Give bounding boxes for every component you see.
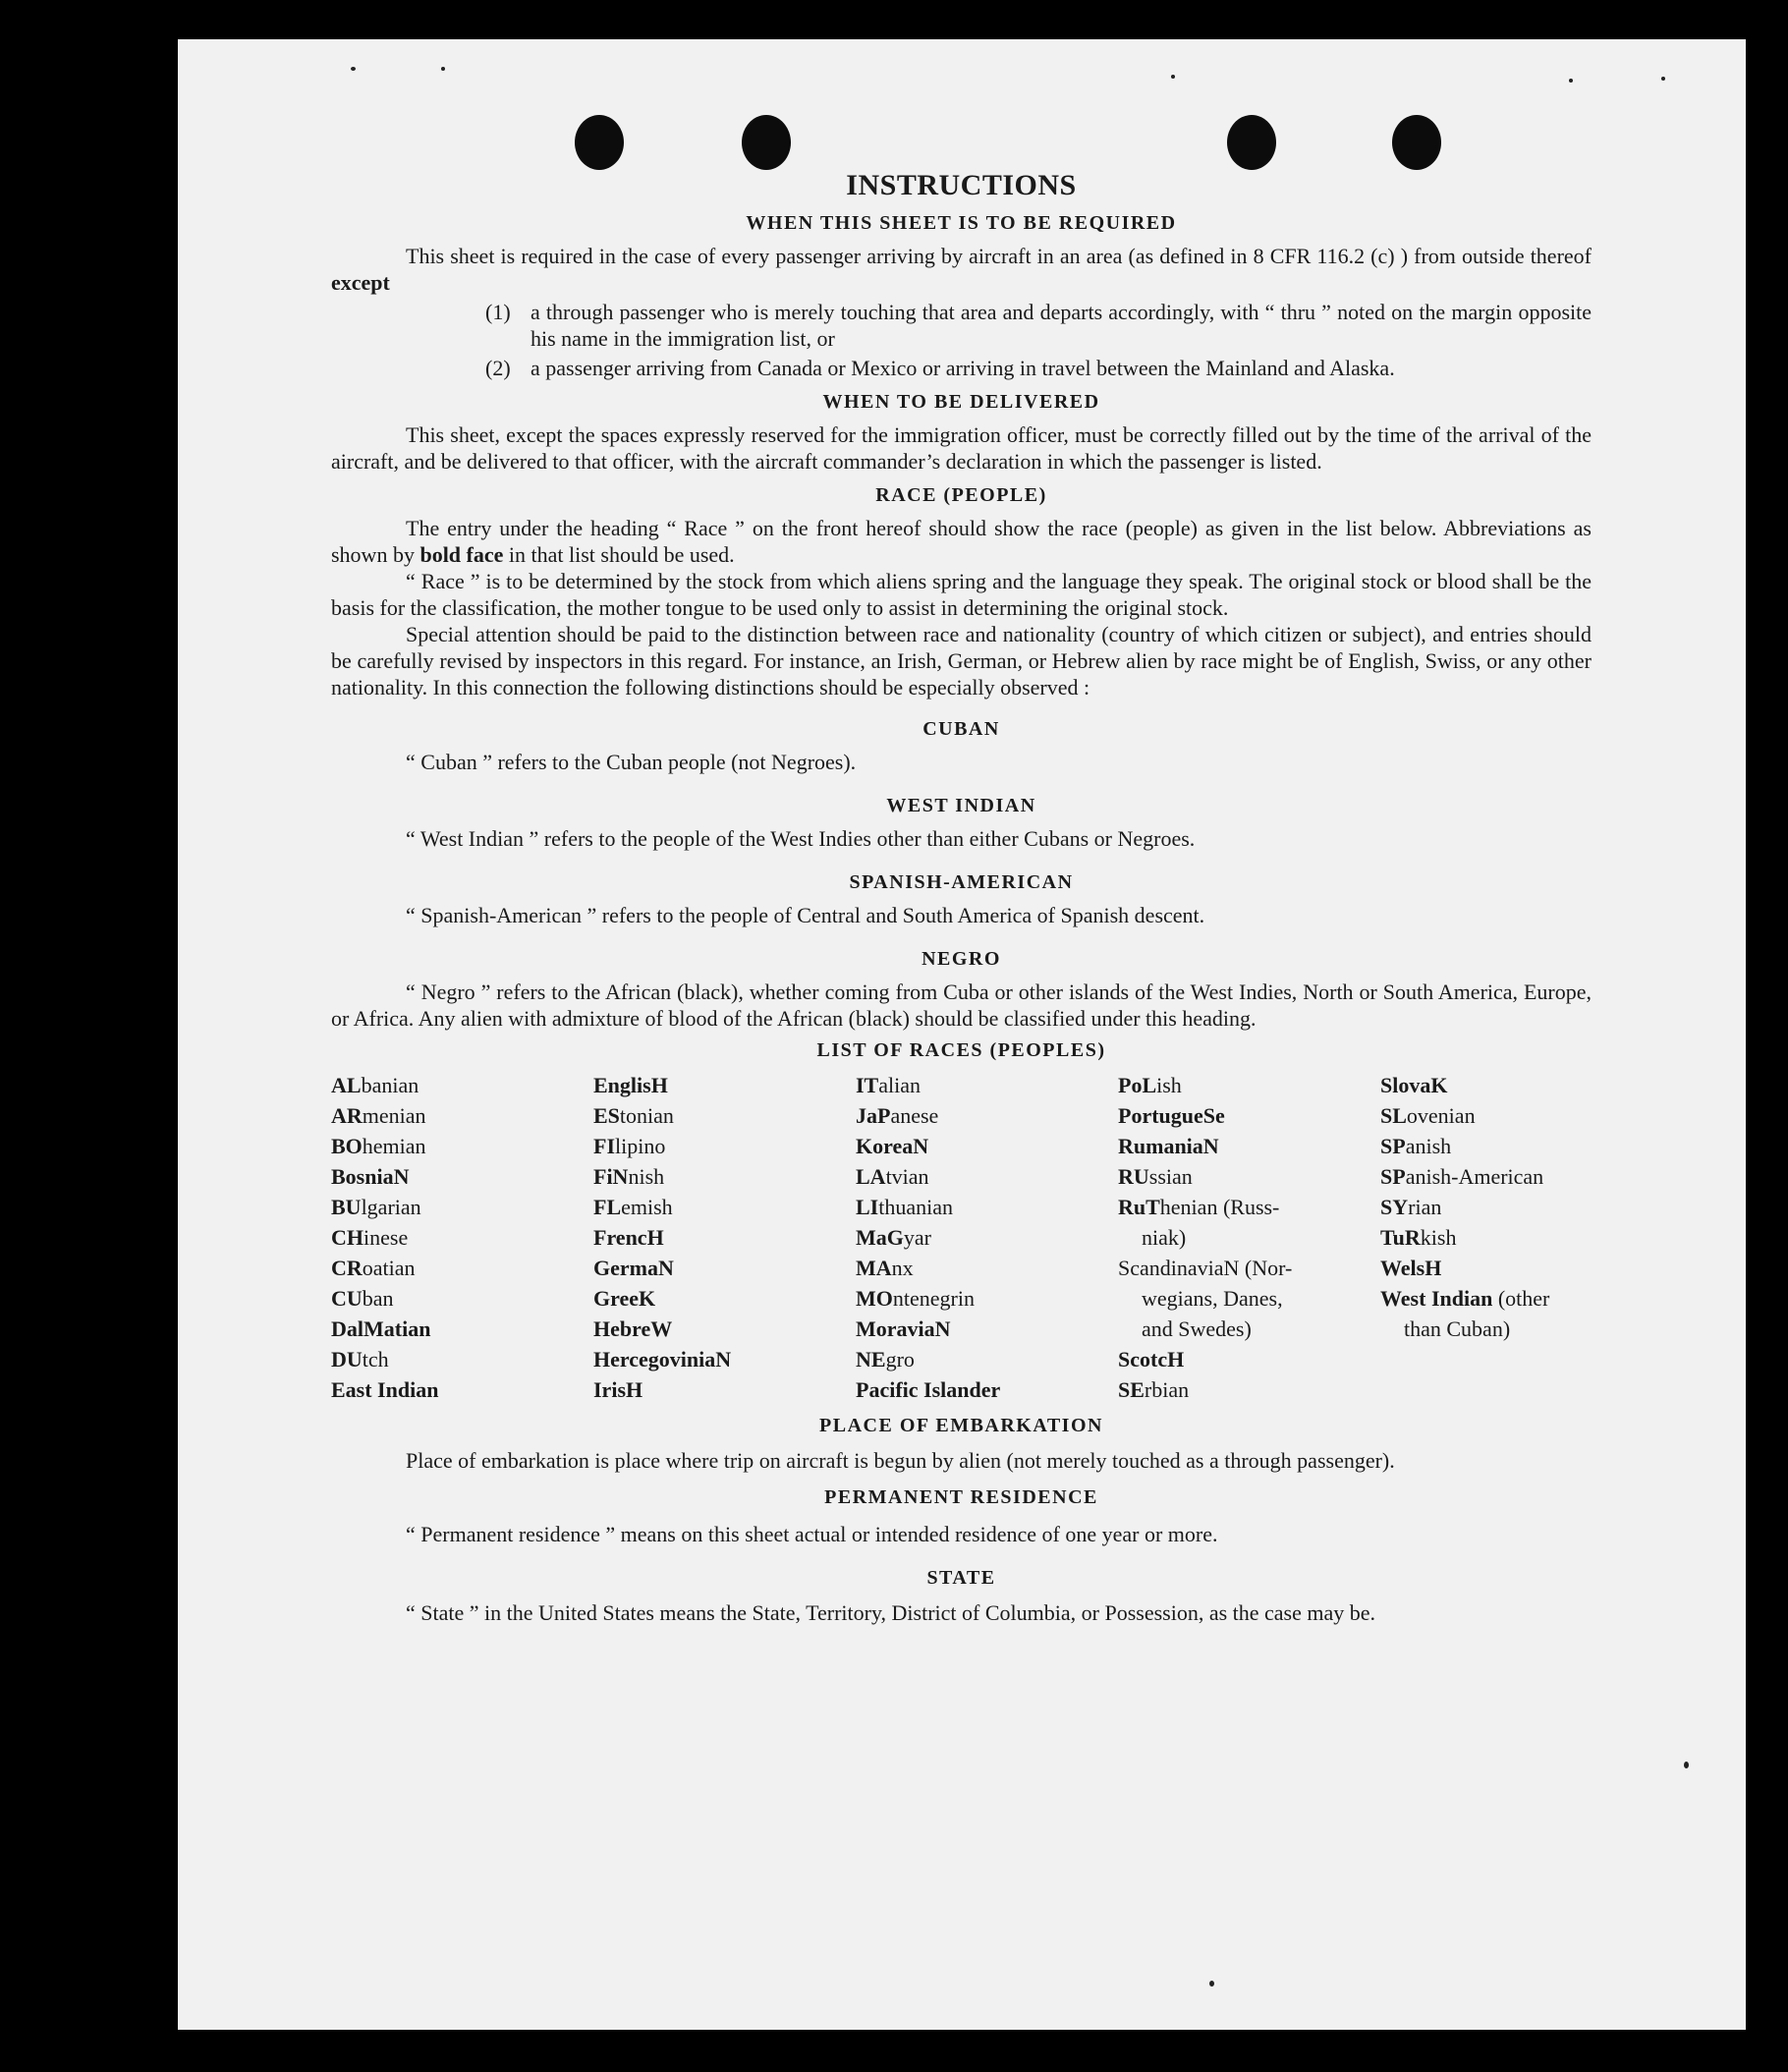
race-paragraph-1	[331, 515, 1592, 568]
race-entry: ScandinaviaN (Nor-	[1118, 1256, 1293, 1280]
exception-item	[485, 299, 1592, 352]
scan-speck	[1569, 79, 1573, 83]
race-entry: LAtvian	[856, 1164, 929, 1189]
race-entry: EnglisH	[593, 1073, 668, 1097]
race-entry: FrencH	[593, 1225, 664, 1250]
west-indian-text: “ West Indian ” refers to the people of the West Indies other than either Cubans or Negroes.	[406, 826, 1196, 851]
exception-item	[485, 355, 1592, 381]
race-entry: Pacific Islander	[856, 1377, 1001, 1402]
race-entry: CRoatian	[331, 1256, 416, 1280]
race-entry: DUtch	[331, 1347, 389, 1372]
race-entry: GreeK	[593, 1286, 656, 1311]
scan-speck	[1209, 1981, 1214, 1987]
race-entry: MOntenegrin	[856, 1286, 975, 1311]
state-text: “ State ” in the United States means the State, Territory, District of Columbia, or Possession, as the case may be.	[406, 1600, 1376, 1625]
item-number: (2)	[485, 356, 511, 380]
race-entry: than Cuban)	[1404, 1316, 1511, 1341]
race-entry: WelsH	[1380, 1256, 1442, 1280]
race-paragraph-3: Special attention should be paid to the distinction between race and nationality (country of which citizen or subject), and entries should be carefully revised by inspectors in this regard. For instance, an Irish, German, or Hebrew alien by race might be of English, Swiss, or any other nationality. In this connection the following distinctions should be especially observed :	[331, 622, 1592, 700]
race-entry: SYrian	[1380, 1195, 1442, 1219]
section-heading-state: STATE	[926, 1567, 996, 1589]
race-entry: MoraviaN	[856, 1316, 951, 1341]
negro-text: “ Negro ” refers to the African (black), whether coming from Cuba or other islands of the West Indies, North or South America, Europe, or Africa. Any alien with admixture of blood of the African (black) should be classified under this heading.	[331, 980, 1592, 1031]
race-entry: ScotcH	[1118, 1347, 1185, 1372]
race-entry: DalMatian	[331, 1316, 431, 1341]
race-entry: BUlgarian	[331, 1195, 421, 1219]
punch-hole	[575, 115, 624, 170]
punch-hole	[1392, 115, 1441, 170]
scan-speck	[1171, 75, 1175, 79]
race-entry: SPanish	[1380, 1134, 1452, 1158]
race-entry: West Indian (other	[1380, 1286, 1550, 1311]
race-entry: MaGyar	[856, 1225, 931, 1250]
race-entry: HebreW	[593, 1316, 673, 1341]
section-heading-race: RACE (PEOPLE)	[875, 484, 1047, 506]
intro-text: This sheet is required in the case of every passenger arriving by aircraft in an area (as defined in 8 CFR 116.2 (c) ) from outside thereof	[406, 244, 1592, 268]
race-entry: wegians, Danes,	[1142, 1286, 1283, 1311]
section-heading-embarkation: PLACE OF EMBARKATION	[819, 1415, 1103, 1436]
race-entry: CHinese	[331, 1225, 409, 1250]
race-entry: SLovenian	[1380, 1103, 1476, 1128]
race-entry: ITalian	[856, 1073, 922, 1097]
race-entry: NEgro	[856, 1347, 915, 1372]
races-column	[1118, 1070, 1380, 1405]
race-entry: SErbian	[1118, 1377, 1190, 1402]
race-paragraph-2: “ Race ” is to be determined by the stock from which aliens spring and the language they speak. The original stock or blood shall be the basis for the classification, the mother tongue to be used only to assist in determining the original stock.	[331, 569, 1592, 620]
race-entry: East Indian	[331, 1377, 439, 1402]
page-title: INSTRUCTIONS	[846, 169, 1077, 201]
section-heading-west-indian: WEST INDIAN	[886, 795, 1036, 816]
punch-hole	[1227, 115, 1276, 170]
race-entry: and Swedes)	[1142, 1316, 1252, 1341]
intro-bold-text: except	[331, 270, 390, 295]
race-entry: JaPanese	[856, 1103, 939, 1128]
race-entry: FLemish	[593, 1195, 673, 1219]
section-heading-negro: NEGRO	[922, 948, 1001, 970]
race-text: The entry under the heading “ Race ” on the front hereof should show the race (people) as given in the list below. Abbreviations as shown by	[331, 516, 1592, 567]
race-entry: SPanish-American	[1380, 1164, 1544, 1189]
race-entry: GermaN	[593, 1256, 674, 1280]
section-heading-when-required: WHEN THIS SHEET IS TO BE REQUIRED	[746, 212, 1177, 234]
race-entry: EStonian	[593, 1103, 674, 1128]
scan-speck	[441, 67, 445, 71]
race-entry: KoreaN	[856, 1134, 929, 1158]
spanish-american-text: “ Spanish-American ” refers to the people of Central and South America of Spanish descent.	[406, 903, 1205, 927]
residence-text: “ Permanent residence ” means on this sheet actual or intended residence of one year or more.	[406, 1522, 1218, 1546]
cuban-text: “ Cuban ” refers to the Cuban people (not Negroes).	[406, 750, 857, 774]
race-entry: RUssian	[1118, 1164, 1193, 1189]
when-required-intro	[331, 243, 1592, 296]
scan-speck	[1684, 1762, 1689, 1768]
race-entry: IrisH	[593, 1377, 643, 1402]
races-column	[593, 1070, 856, 1405]
punch-hole	[742, 115, 791, 170]
races-column	[856, 1070, 1118, 1405]
item-text: a passenger arriving from Canada or Mexico or arriving in travel between the Mainland and Alaska.	[531, 356, 1395, 380]
when-delivered-text: This sheet, except the spaces expressly reserved for the immigration officer, must be correctly filled out by the time of the arrival of the aircraft, and be delivered to that officer, with the aircraft commander’s declaration in which the passenger is listed.	[331, 422, 1592, 474]
race-entry: RuThenian (Russ-	[1118, 1195, 1280, 1219]
item-number: (1)	[485, 300, 511, 324]
race-entry: HercegoviniaN	[593, 1347, 732, 1372]
race-entry: MAnx	[856, 1256, 914, 1280]
races-column	[1380, 1070, 1592, 1405]
race-entry: niak)	[1142, 1225, 1187, 1250]
section-heading-residence: PERMANENT RESIDENCE	[824, 1486, 1098, 1508]
race-entry: PoLish	[1118, 1073, 1182, 1097]
races-column	[331, 1070, 593, 1405]
race-entry: RumaniaN	[1118, 1134, 1219, 1158]
race-text: in that list should be used.	[508, 542, 735, 567]
section-heading-spanish-american: SPANISH-AMERICAN	[849, 871, 1074, 893]
race-entry: LIthuanian	[856, 1195, 954, 1219]
race-entry: FIlipino	[593, 1134, 666, 1158]
race-entry: ARmenian	[331, 1103, 426, 1128]
scan-speck	[1661, 77, 1665, 81]
race-entry: BosniaN	[331, 1164, 410, 1189]
item-text: a through passenger who is merely touching that area and departs accordingly, with “ thru ” noted on the margin opposite his name in the immigration list, or	[531, 300, 1592, 351]
race-entry: BOhemian	[331, 1134, 426, 1158]
section-heading-when-delivered: WHEN TO BE DELIVERED	[822, 391, 1100, 413]
race-entry: TuRkish	[1380, 1225, 1457, 1250]
list-of-races-heading: LIST OF RACES (PEOPLES)	[816, 1039, 1106, 1061]
section-heading-cuban: CUBAN	[922, 718, 1000, 740]
race-entry: ALbanian	[331, 1073, 419, 1097]
race-bold-text: bold face	[419, 542, 504, 567]
race-entry: FiNnish	[593, 1164, 665, 1189]
race-entry: SlovaK	[1380, 1073, 1448, 1097]
instruction-sheet	[178, 39, 1746, 2030]
race-entry: CUban	[331, 1286, 394, 1311]
instructions-text	[331, 169, 1592, 1629]
embarkation-text: Place of embarkation is place where trip on aircraft is begun by alien (not merely touched as a through passenger).	[406, 1448, 1395, 1473]
races-list	[331, 1070, 1592, 1405]
race-entry: PortugueSe	[1118, 1103, 1225, 1128]
scan-speck	[351, 67, 356, 71]
